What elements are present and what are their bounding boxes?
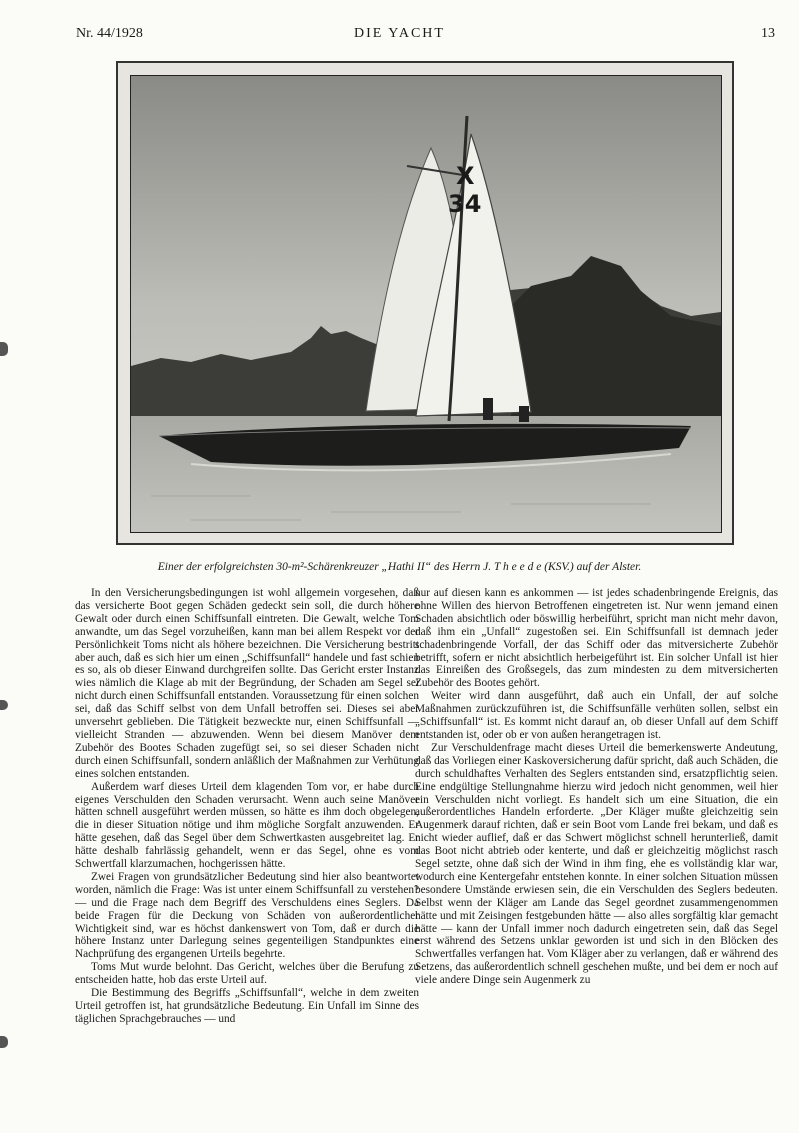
page-header xyxy=(0,26,799,46)
margin-stain xyxy=(0,342,8,356)
paragraph: Weiter wird dann ausgeführt, daß auch ein Unfall, der auf solche Maßnahmen zurückzuführen ist, die Schiffsunfälle verhüten sollen, selbst ein „Schiffsunfall“ ist. Es kommt nicht darauf an, ob dieser Unfall auf dem Schiff entstanden ist, oder ob er von außen herangetragen ist. xyxy=(415,690,778,741)
margin-stain xyxy=(0,700,8,710)
photo-frame xyxy=(116,61,734,545)
paragraph: Zwei Fragen von grundsätzlicher Bedeutung sind hier also beantwortet worden, nämlich die Frage: Was ist unter einem Schiffsunfall zu verstehen? — und die Frage nach dem Begriff des Verschuldens eines Seglers. Da beide Fragen für die Deckung von Schäden von außerordentlicher Wichtigkeit sind, war es höchst dankenswert von Tom, daß er durch die höhere Instanz unter Darlegung seines gegenteiligen Standpunktes eine Nachprüfung des ergangenen Urteils begehrte. xyxy=(75,870,419,961)
right-column xyxy=(415,587,778,987)
sail-number-34: 34 xyxy=(448,190,482,218)
paragraph: Außerdem warf dieses Urteil dem klagenden Tom vor, er habe durch eigenes Verschulden den Schaden verursacht. Wenn auch seine Manöver hätten schnell ausgeführt werden müssen, so hätte es ihm doch obgelegen, die in dieser Situation nötige und ihm mögliche Sorgfalt anzuwenden. Er hätte gesehen, daß das Segel über dem Schwertkasten ausgebreitet lag. Er hätte deshalb fahrlässig gehandelt, wenn er das Segel, ohne es vom Schwertfall klarzumachen, hochgerissen hätte. xyxy=(75,780,419,871)
sail-number-x: X xyxy=(456,162,475,190)
page-number: 13 xyxy=(761,26,775,41)
magazine-title: DIE YACHT xyxy=(354,26,445,41)
sailboat-photo xyxy=(130,75,722,533)
paragraph: Die Bestimmung des Begriffs „Schiffsunfall“, welche in dem zweiten Urteil getroffen ist, hat grundsätzliche Bedeutung. Ein Unfall im Sinne des täglichen Sprachgebrauches — und xyxy=(75,987,419,1025)
photo-caption: Einer der erfolgreichsten 30-m²-Schärenkreuzer „Hathi II“ des Herrn J. T h e e d e (KSV.) auf der Alster. xyxy=(157,561,642,573)
left-column xyxy=(75,587,419,1026)
issue-number: Nr. 44/1928 xyxy=(76,26,143,41)
paragraph: Toms Mut wurde belohnt. Das Gericht, welches über die Berufung zu entscheiden hatte, hob das erste Urteil auf. xyxy=(75,961,419,987)
paragraph: nur auf diesen kann es ankommen — ist jedes schadenbringende Ereignis, das ohne Willen des hiervon Betroffenen eingetreten ist. Nur wenn jemand einen Schaden absichtlich oder böswillig herbeiführt, spricht man nicht mehr davon, daß ihm ein „Unfall“ zugestoßen sei. Ein Schiffsunfall ist demnach jeder schadenbringende Vorfall, der das Schiff oder das mitversicherte Zubehör betrifft, sofern er nicht absichtlich herbeigeführt ist. Ein solcher Unfall ist hier das Einreißen des Großsegels, das zum mindesten zu dem mitversicherten Zubehör des Bootes gehört. xyxy=(415,587,778,690)
margin-stain xyxy=(0,1036,8,1048)
paragraph: In den Versicherungsbedingungen ist wohl allgemein vorgesehen, daß das versicherte Boot gegen Schäden gedeckt sein soll, die durch höhere Gewalt oder durch einen Schiffsunfall eintreten. Die Gewalt, welche Tom anwandte, um das Segel vorzuheißen, kann man bei allem Respekt vor der Persönlichkeit Toms nicht als höhere bezeichnen. Die Versicherung bestritt aber auch, daß es sich hier um einen „Schiffsunfall“ handele und fast schien es so, als ob dieser Einwand durchgreifen sollte. Das Gericht erster Instanz wies nämlich die Klage ab mit der Begründung, der Schaden am Segel sei nicht durch einen Schiffsunfall entstanden. Voraussetzung für einen solchen sei, daß das Schiff selbst von dem Unfall betroffen sei. Dieses sei aber unversehrt geblieben. Die Tätigkeit bezweckte nur, einen Schiffsunfall — vielleicht Stranden — abzuwenden. Wenn bei diesem Manöver dem Zubehör des Bootes Schaden zugefügt sei, so sei dieser Schaden nicht durch einen Schiffsunfall, sondern anläßlich der Maßnahmen zur Verhütung eines solchen entstanden. xyxy=(75,587,419,780)
sailboat-illustration xyxy=(131,76,721,532)
paragraph: Zur Verschuldenfrage macht dieses Urteil die bemerkenswerte Andeutung, daß das Vorliegen einer Kaskoversicherung dafür spricht, daß auch Schäden, die durch schuldhaftes Verhalten des Seglers entstanden sind, ersatzpflichtig seien. Eine endgültige Stellungnahme hierzu wird jedoch nicht genommen, weil hier ein Verschulden nicht vorliegt. Es handelt sich um eine Situation, die ein außerordentliches Handeln erforderte. „Der Kläger mußte gleichzeitig sein Augenmerk darauf richten, daß er sein Boot vom Lande frei bekam, und daß es nicht wieder auflief, daß er das Schwert möglichst schnell herunterließ, damit das Boot nicht abtrieb oder kenterte, und daß er gleichzeitig möglichst rasch Segel setzte, ohne daß sich der Wind in ihm fing, ehe es vollständig klar war, wodurch eine Kentergefahr entstehen konnte. In einer solchen Situation müssen besondere Umstände erwiesen sein, die ein Verschulden des Seglers bedeuten. Selbst wenn der Kläger am Lande das Segel geordnet zusammengenommen hätte und mit Zeisingen festgebunden hätte — also alles sorgfältig klar gemacht hätte — kann der Unfall immer noch dadurch eingetreten sein, daß das Segel erst während des Setzens unklar geworden ist und sich in den Blöcken des Schwertfalles verfangen hat. Vom Kläger aber zu verlangen, daß er während des Setzens, das außerordentlich schnell geschehen mußte, und bei dem er noch auf viele andere Dinge sein Augenmerk zu xyxy=(415,741,778,987)
